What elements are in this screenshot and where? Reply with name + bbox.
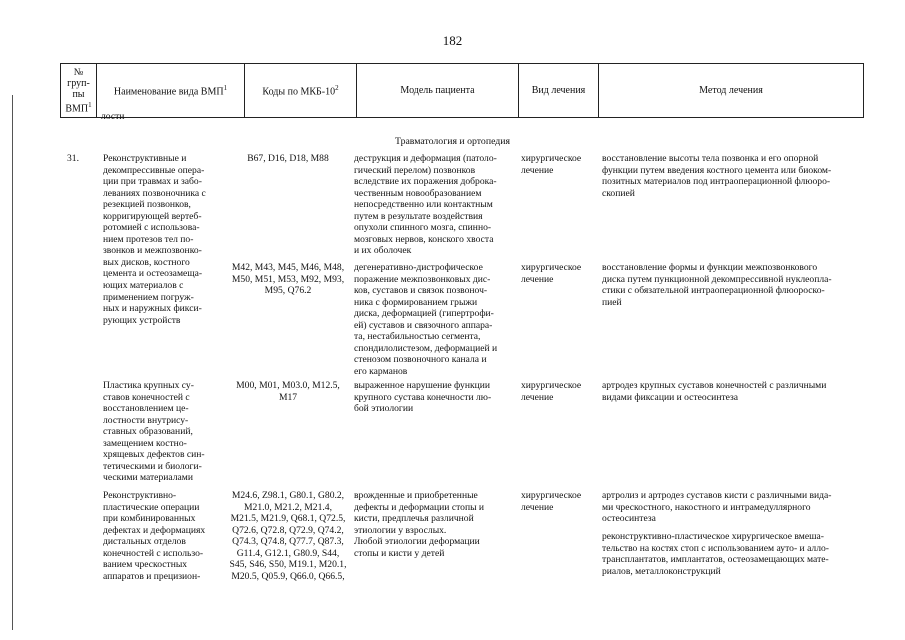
header-type <box>519 64 599 117</box>
plastic-type <box>521 380 581 403</box>
recon-name <box>103 490 205 582</box>
text-line: лечение <box>521 501 554 513</box>
text-line: диска, деформацией (гипертрофи- <box>354 308 494 320</box>
left-margin-line <box>12 95 13 630</box>
text-line: хирургическое <box>521 262 582 273</box>
row-number: 31. <box>67 153 79 164</box>
text-line: мозговых нервов, конского хвоста <box>354 233 494 245</box>
recon-method-1 <box>602 490 832 525</box>
text-line: аппаратов и прецизион- <box>103 570 201 582</box>
text-line: восстановление формы и функции межпозвонкового <box>602 262 818 273</box>
text-line: нием протезов тел по- <box>103 233 194 245</box>
text-line: врожденные и приобретенные <box>354 490 478 501</box>
text-line: S45, S46, S50, M19.1, M20.1, <box>229 559 347 571</box>
text-line: его карманов <box>354 365 408 377</box>
text-line: артродез крупных суставов конечностей с различными <box>602 380 827 391</box>
row31-sub1-type <box>521 153 581 176</box>
text-line: чественным новообразованием <box>354 187 482 199</box>
text-line: цемента и остеозамеща- <box>103 268 203 280</box>
header-type-label: Вид лечения <box>531 85 586 96</box>
header-model <box>357 64 519 117</box>
header-method <box>599 64 863 117</box>
header-codes <box>245 64 357 117</box>
text-line: тетическими и биологи- <box>103 460 202 472</box>
text-line: восстановление высоты тела позвонка и его опорной <box>602 153 819 164</box>
text-line: M00, M01, M03.0, M12.5, <box>236 380 340 391</box>
text-line: Q72.6, Q72.8, Q72.9, Q74.2, <box>232 524 344 536</box>
text-line: при комбинированных <box>103 513 196 525</box>
text-line: стенозом позвоночного канала и <box>354 354 487 366</box>
text-line: диска путем пункционной декомпрессивной нуклеопла- <box>602 273 832 285</box>
table-header <box>60 63 864 118</box>
text-line: вых дисков, костного <box>103 256 190 268</box>
text-line: стопы и кисти у детей <box>354 547 445 559</box>
recon-type <box>521 490 581 513</box>
text-line: ей) суставов и связочного аппара- <box>354 319 493 331</box>
text-line: видами фиксации и остеосинтеза <box>602 391 739 403</box>
text-line: ставных образований, <box>103 426 193 438</box>
text-line: дефекты и деформации стопы и <box>354 501 485 513</box>
text-line: стики с обязательной интраоперационной флюороско- <box>602 285 825 297</box>
text-line: лечение <box>521 391 554 403</box>
text-line: вследствие их поражения доброка- <box>354 176 497 188</box>
page-number: 182 <box>442 33 463 48</box>
text-line: остеосинтеза <box>602 513 656 525</box>
text-line: деструкция и деформация (патоло- <box>354 153 497 164</box>
header-group-line: ВМП <box>65 103 89 115</box>
text-line: Пластика крупных су- <box>103 380 194 391</box>
text-line: ванием чрескостных <box>103 559 188 571</box>
row31-sub2-model <box>354 262 497 377</box>
text-line: дефектах и деформациях <box>103 524 206 536</box>
text-line: и их оболочек <box>354 245 412 257</box>
text-line: бой этиологии <box>354 403 414 415</box>
text-line: трансплантатов, имплантатов, остеозамещающих мате- <box>602 554 829 566</box>
text-line: M17 <box>278 391 298 403</box>
text-line: M50, M51, M53, M92, M93, <box>231 273 345 285</box>
row31-sub1-method <box>602 153 831 199</box>
text-line: кисти, предплечья различной <box>354 513 474 525</box>
row31-sub2-method <box>602 262 832 308</box>
text-line: декомпрессивные опера- <box>103 164 205 176</box>
recon-model <box>354 490 484 559</box>
text-line: M24.6, Z98.1, G80.1, G80.2, <box>231 490 345 501</box>
text-line: непосредственно или контактным <box>354 199 493 211</box>
text-line: звонков и межпозвонко- <box>103 245 202 257</box>
plastic-name <box>103 380 205 484</box>
text-line: функции путем введения костного цемента или биоком- <box>602 164 832 176</box>
text-line: восстановлением це- <box>103 403 189 415</box>
text-line: ротомией с использова- <box>103 222 200 234</box>
row31-sub1-model <box>354 153 497 257</box>
text-line: хирургическое <box>521 380 582 391</box>
text-line: пией <box>602 296 622 308</box>
continuation-text: лости <box>101 111 125 122</box>
header-group-line: пы <box>72 88 85 100</box>
plastic-model <box>354 380 491 415</box>
text-line: хирургическое <box>521 153 582 164</box>
text-line: артролиз и артродез суставов кисти с различными вида- <box>602 490 832 501</box>
footnote-ref: 2 <box>335 84 339 93</box>
text-line: поражение межпозвонковых дис- <box>354 273 491 285</box>
footnote-ref: 1 <box>223 84 228 93</box>
text-line: путем в результате воздействия <box>354 210 483 222</box>
text-line: тельство на костях стоп с использованием ауто- и алло- <box>602 542 829 554</box>
text-line: ми чрескостного, накостного и интрамедуллярного <box>602 501 811 513</box>
text-line: опухоли спинного мозга, спинно- <box>354 222 492 234</box>
text-line: хрящевых дефектов син- <box>103 449 205 461</box>
text-line: хирургическое <box>521 490 582 501</box>
section-title: Травматология и ортопедия <box>394 136 511 147</box>
text-line: замещением костно- <box>103 437 187 449</box>
plastic-method <box>602 380 826 403</box>
text-line: дистальных отделов <box>103 536 186 548</box>
text-line: лечение <box>521 164 554 176</box>
text-line: B67, D16, D18, M88 <box>247 153 329 164</box>
row31-name <box>103 153 206 326</box>
text-line: резекцией позвонков, <box>103 199 191 211</box>
header-name <box>97 64 245 117</box>
text-line: леваниях позвоночника с <box>103 187 206 199</box>
text-line: лостности внутрису- <box>103 414 189 426</box>
text-line: гический перелом) позвонков <box>354 164 476 176</box>
text-line: Любой этиологии деформации <box>354 536 480 548</box>
text-line: Реконструктивно- <box>103 490 177 501</box>
text-line: M20.5, Q05.9, Q66.0, Q66.5, <box>231 570 345 582</box>
header-group-line: груп- <box>67 77 90 89</box>
text-line: крупного сустава конечности лю- <box>354 391 492 403</box>
text-line: ческими материалами <box>103 472 193 484</box>
text-line: M21.5, M21.9, Q68.1, Q72.5, <box>230 513 346 525</box>
text-line: M95, Q76.2 <box>264 285 312 297</box>
text-line: реконструктивно-пластическое хирургическое вмеша- <box>602 531 824 542</box>
row31-sub1-codes <box>224 153 352 165</box>
text-line: пластические операции <box>103 501 200 513</box>
header-codes-label: Коды по МКБ-10 <box>262 86 336 98</box>
header-model-label: Модель пациента <box>400 85 475 96</box>
recon-method-2 <box>602 531 829 577</box>
text-line: Q74.3, Q74.8, Q77.7, Q87.3, <box>232 536 344 548</box>
row31-sub2-type <box>521 262 581 285</box>
text-line: этиологии у взрослых. <box>354 524 447 536</box>
header-method-label: Метод лечения <box>699 85 763 96</box>
text-line: Реконструктивные и <box>103 153 187 164</box>
text-line: риалов, металлоконструкций <box>602 565 721 577</box>
header-group-number <box>61 64 97 117</box>
footnote-ref: 1 <box>88 100 92 109</box>
recon-codes <box>224 490 352 582</box>
row31-sub2-codes <box>224 262 352 297</box>
text-line: конечностей с использо- <box>103 547 204 559</box>
text-line: ставов конечностей с <box>103 391 190 403</box>
text-line: ющих материалов с <box>103 280 184 292</box>
text-line: ника с формированием грыжи <box>354 296 478 308</box>
text-line: дегенеративно-дистрофическое <box>354 262 483 273</box>
text-line: M42, M43, M45, M46, M48, <box>231 262 345 273</box>
text-line: M21.0, M21.2, M21.4, <box>244 501 332 513</box>
text-line: рующих устройств <box>103 314 181 326</box>
text-line: выраженное нарушение функции <box>354 380 491 391</box>
header-group-line: № <box>73 66 84 78</box>
header-name-label: Наименование вида ВМП <box>113 86 224 98</box>
text-line: G11.4, G12.1, G80.9, S44, <box>236 547 340 559</box>
text-line: скопией <box>602 187 635 199</box>
text-line: та, нестабильностью сегмента, <box>354 331 481 343</box>
plastic-codes <box>224 380 352 403</box>
text-line: лечение <box>521 273 554 285</box>
text-line: ных и наружных фикси- <box>103 303 202 315</box>
text-line: корригирующей вертеб- <box>103 210 202 222</box>
text-line: ков, суставов и связок позвоноч- <box>354 285 488 297</box>
text-line: спондилолистезом, деформацией и <box>354 342 498 354</box>
text-line: позитных материалов под интраоперационной флюоро- <box>602 176 831 188</box>
text-line: применением погруж- <box>103 291 194 303</box>
text-line: ции при травмах и забо- <box>103 176 202 188</box>
